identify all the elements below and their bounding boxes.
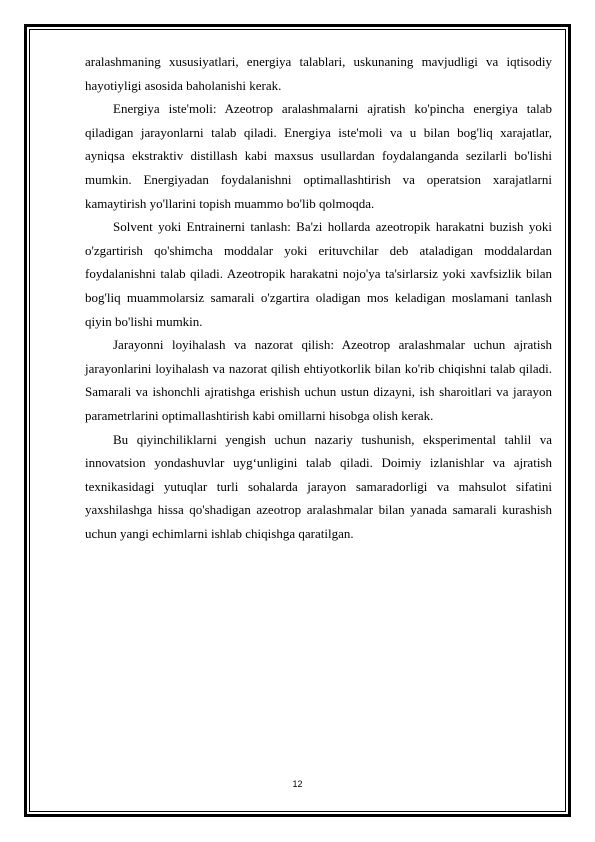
page-number: 12 — [292, 779, 303, 789]
paragraph-solvent-selection: Solvent yoki Entrainerni tanlash: Ba'zi hollarda azeotropik harakatni buzish yoki o'zgartirish qo'shimcha moddalar yoki erituvchilar deb ataladigan moddalardan foydalanishni talab qiladi. Azeotropik harakatni nojo'ya ta'sirlarsiz yoki xavfsizlik bilan bog'liq muammolarsiz samarali o'zgartira oladigan mos keladigan moslamani tanlash qiyin bo'lishi mumkin. — [85, 219, 552, 329]
paragraph-continuation: aralashmaning xususiyatlari, energiya talablari, uskunaning mavjudligi va iqtisodiy hayotiyligi asosida baholanishi kerak. — [85, 54, 552, 93]
paragraph-energy-consumption: Energiya iste'moli: Azeotrop aralashmalarni ajratish ko'pincha energiya talab qiladigan jarayonlarni talab qiladi. Energiya iste'moli va u bilan bog'liq xarajatlar, ayniqsa ekstraktiv distillash kabi maxsus usullardan foydalanganda sezilarli bo'lishi mumkin. Energiyadan foydalanishni optimallashtirish va operatsion xarajatlarni kamaytirish yo'llarini topish muammo bo'lib qolmoqda. — [85, 101, 552, 211]
paragraph-conclusion: Bu qiyinchiliklarni yengish uchun nazariy tushunish, eksperimental tahlil va innovatsion yondashuvlar uyg‘unligini talab qiladi. Doimiy izlanishlar va ajratish texnikasidagi yutuqlar turli sohalarda jarayon samaradorligi va mahsulot sifatini yaxshilashga hissa qo'shadigan azeotrop aralashmalar bilan yanada samarali kurashish uchun yangi echimlarni ishlab chiqishga qaratilgan. — [85, 431, 552, 541]
paragraph-process-design: Jarayonni loyihalash va nazorat qilish: Azeotrop aralashmalar uchun ajratish jarayonlarini loyihalash va nazorat qilish ehtiyotkorlik bilan ko'rib chiqishni talab qiladi. Samarali va ishonchli ajratishga erishish uchun ustun dizayni, ish sharoitlari va jarayon parametrlarini optimallashtirish kabi omillarni hisobga olish kerak. — [85, 337, 552, 423]
document-body — [85, 50, 552, 545]
